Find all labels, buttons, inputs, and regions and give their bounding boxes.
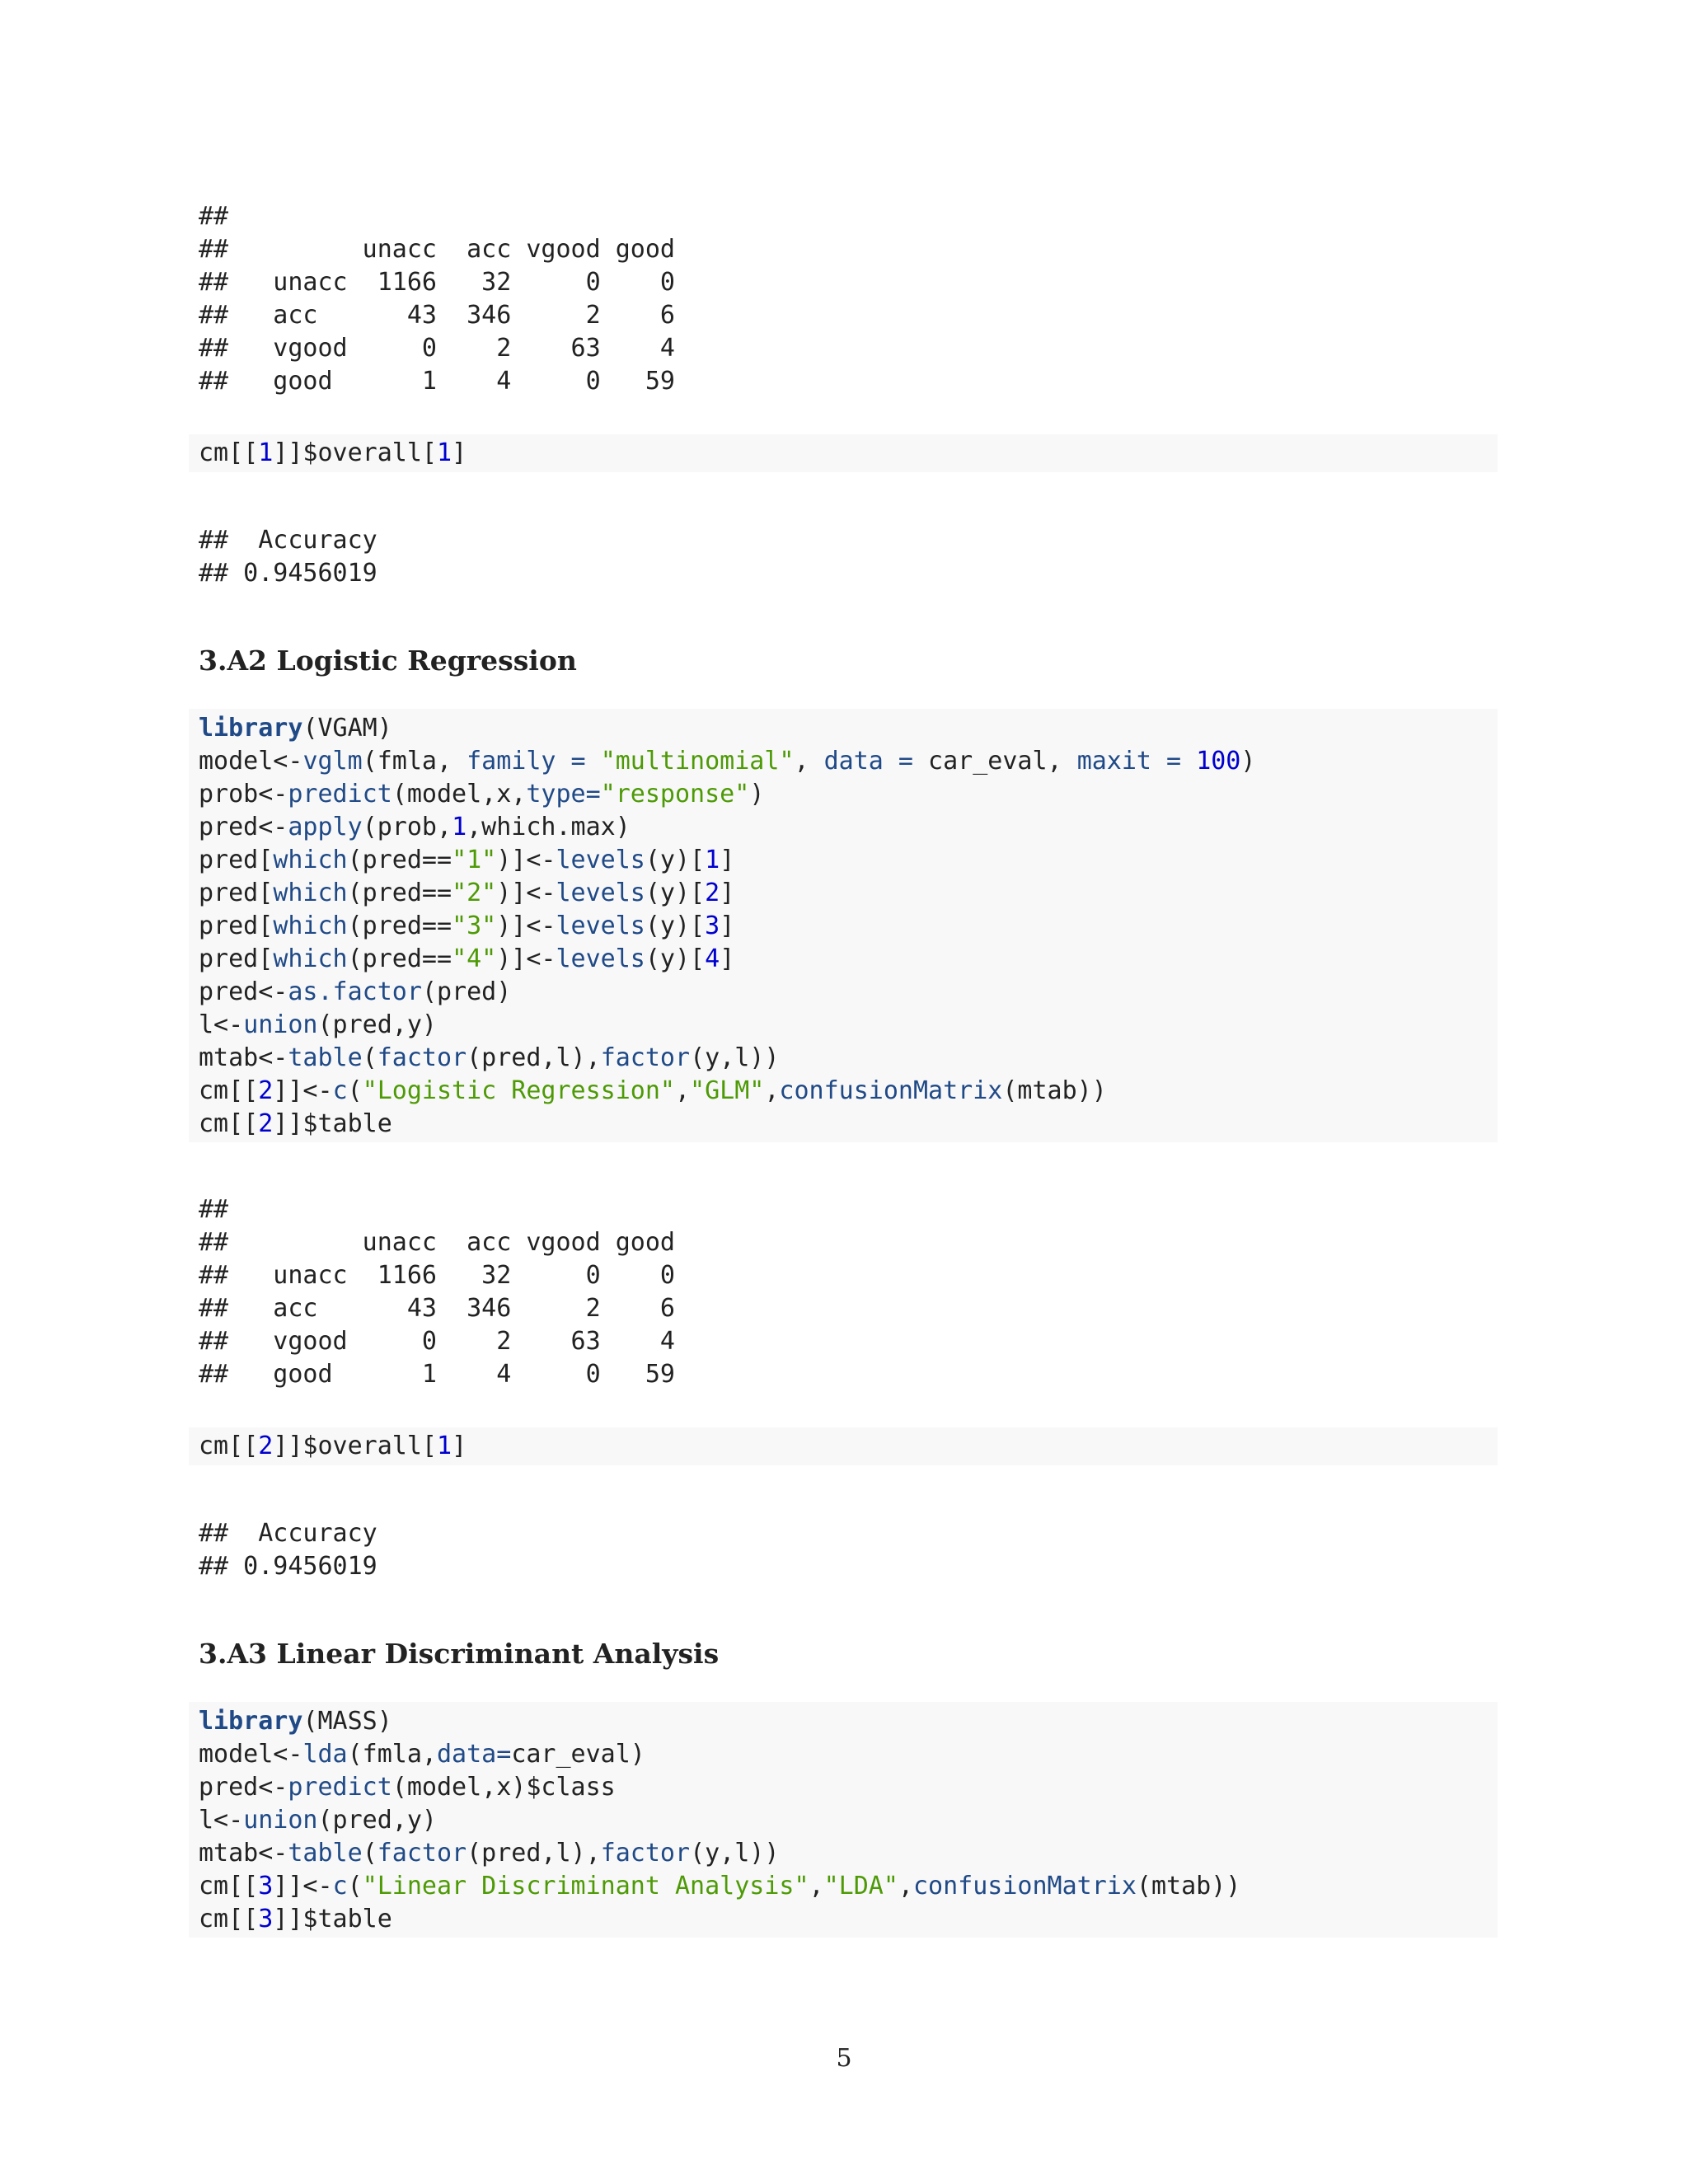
code-line: library(MASS) xyxy=(199,1707,392,1736)
output-line: ## vgood 0 2 63 4 xyxy=(199,1327,675,1356)
code-line: pred[which(pred=="1")]<-levels(y)[1] xyxy=(199,846,735,874)
code-line: mtab<-table(factor(pred,l),factor(y,l)) xyxy=(199,1043,780,1072)
output-line: ## Accuracy xyxy=(199,526,377,555)
output-line: ## xyxy=(199,1195,229,1224)
output-line: ## 0.9456019 xyxy=(199,1552,377,1581)
output-line: ## unacc acc vgood good xyxy=(199,1228,675,1257)
code-line: cm[[3]]<-c("Linear Discriminant Analysis","LDA",confusionMatrix(mtab)) xyxy=(199,1872,1241,1900)
output-line: ## good 1 4 0 59 xyxy=(199,1360,675,1389)
code-line: model<-vglm(fmla, family = "multinomial", data = car_eval, maxit = 100) xyxy=(199,747,1256,776)
output-line: ## unacc 1166 32 0 0 xyxy=(199,1261,675,1290)
output-line: ## acc 43 346 2 6 xyxy=(199,1294,675,1323)
section-heading: 3.A2 Logistic Regression xyxy=(199,644,577,677)
code-line: l<-union(pred,y) xyxy=(199,1806,437,1835)
code-line: pred<-predict(model,x)$class xyxy=(199,1773,616,1802)
code-line: pred<-apply(prob,1,which.max) xyxy=(199,813,631,841)
output-line: ## xyxy=(199,202,229,231)
page-number: 5 xyxy=(836,2044,852,2073)
code-line: prob<-predict(model,x,type="response") xyxy=(199,780,765,808)
code-line: cm[[2]]$overall[1] xyxy=(199,1432,467,1460)
section-heading: 3.A3 Linear Discriminant Analysis xyxy=(199,1638,720,1670)
output-line: ## good 1 4 0 59 xyxy=(199,367,675,396)
output-line: ## unacc 1166 32 0 0 xyxy=(199,268,675,297)
output-line: ## unacc acc vgood good xyxy=(199,235,675,264)
output-line: ## Accuracy xyxy=(199,1519,377,1548)
output-line: ## vgood 0 2 63 4 xyxy=(199,334,675,363)
code-line: pred[which(pred=="4")]<-levels(y)[4] xyxy=(199,944,735,973)
code-line: pred[which(pred=="3")]<-levels(y)[3] xyxy=(199,912,735,940)
code-line: cm[[2]]<-c("Logistic Regression","GLM",confusionMatrix(mtab)) xyxy=(199,1076,1107,1105)
output-line: ## 0.9456019 xyxy=(199,559,377,588)
code-line: model<-lda(fmla,data=car_eval) xyxy=(199,1740,645,1769)
code-line: mtab<-table(factor(pred,l),factor(y,l)) xyxy=(199,1839,780,1868)
code-line: l<-union(pred,y) xyxy=(199,1010,437,1039)
output-line: ## acc 43 346 2 6 xyxy=(199,301,675,330)
code-line: pred[which(pred=="2")]<-levels(y)[2] xyxy=(199,879,735,907)
code-line: cm[[3]]$table xyxy=(199,1905,392,1933)
code-line: cm[[2]]$table xyxy=(199,1109,392,1138)
code-line: cm[[1]]$overall[1] xyxy=(199,438,467,467)
code-line: library(VGAM) xyxy=(199,714,392,743)
code-line: pred<-as.factor(pred) xyxy=(199,977,512,1006)
